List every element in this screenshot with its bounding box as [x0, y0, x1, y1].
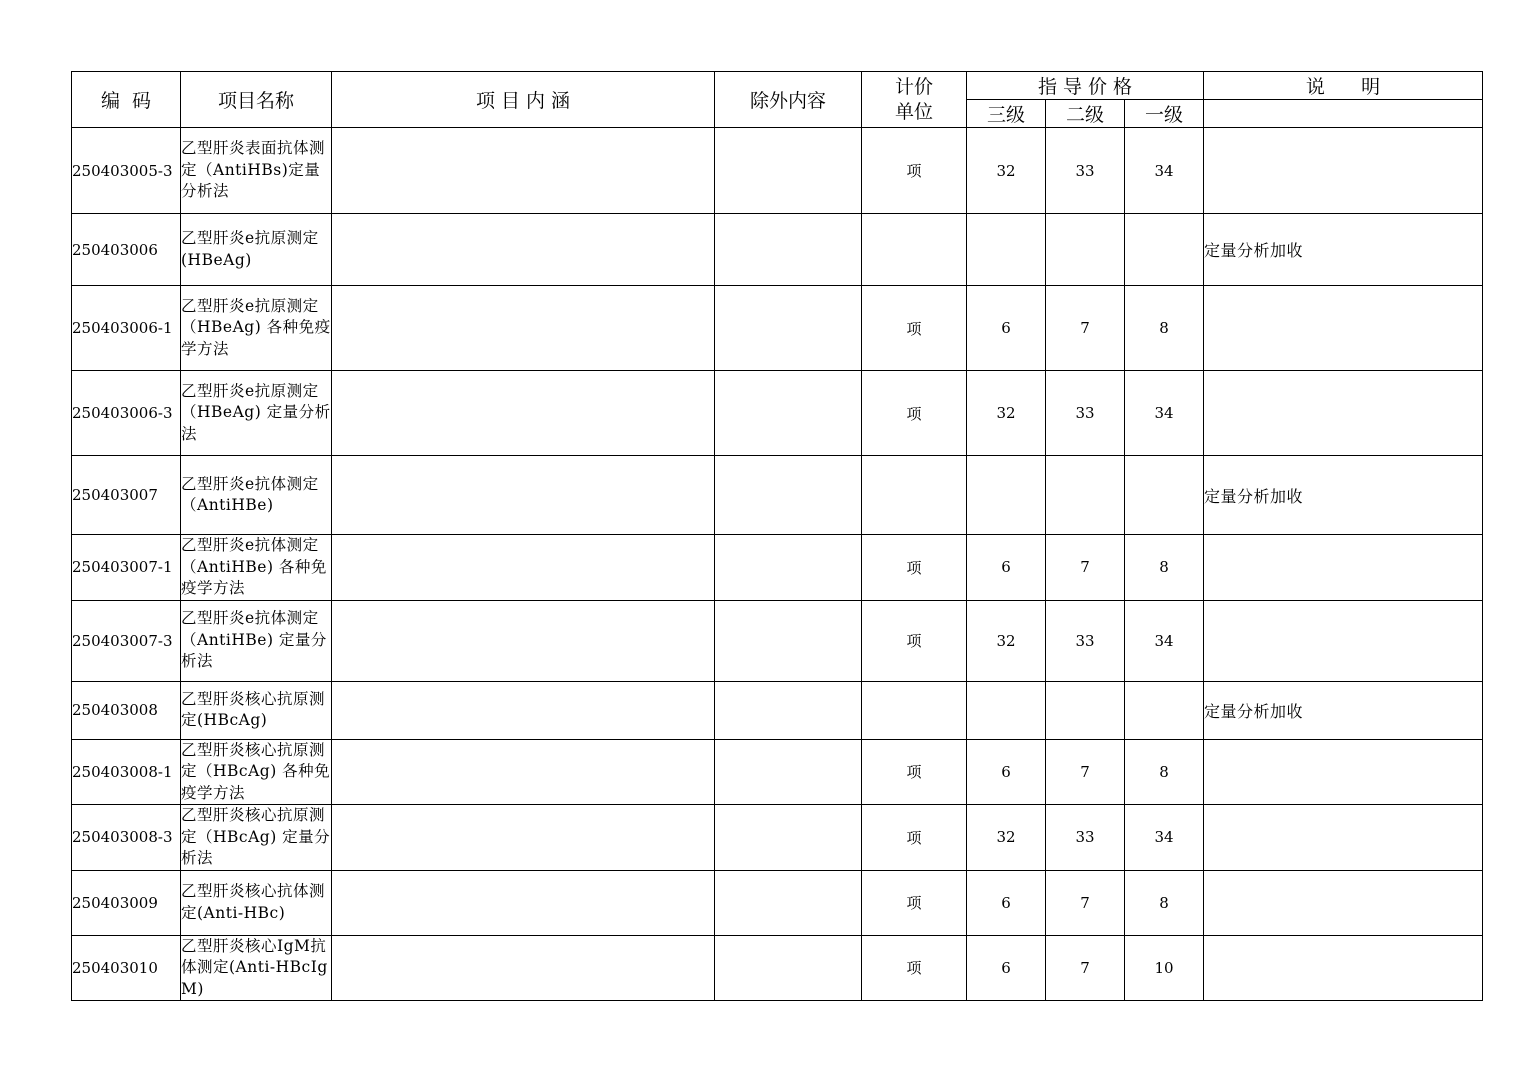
cell-name: 乙型肝炎e抗原测定（HBeAg) 定量分析法: [181, 371, 332, 456]
cell-unit: [862, 456, 967, 535]
cell-unit: [862, 214, 967, 286]
cell-name: 乙型肝炎核心IgM抗体测定(Anti-HBcIgM): [181, 935, 332, 1001]
cell-content: [332, 600, 715, 681]
cell-code: 250403008-3: [72, 805, 181, 871]
cell-price-level2: 7: [1046, 935, 1125, 1001]
cell-price-level3: 6: [967, 535, 1046, 601]
cell-content: [332, 214, 715, 286]
cell-excluded: [715, 371, 862, 456]
header-level3: 三级: [967, 100, 1046, 128]
cell-price-level3: 6: [967, 286, 1046, 371]
cell-price-level2: [1046, 214, 1125, 286]
cell-price-level1: 8: [1125, 739, 1204, 805]
cell-price-level1: 8: [1125, 535, 1204, 601]
cell-unit: 项: [862, 535, 967, 601]
table-row: [72, 935, 1483, 1001]
header-level1: 一级: [1125, 100, 1204, 128]
cell-code: 250403007-1: [72, 535, 181, 601]
cell-content: [332, 535, 715, 601]
cell-price-level1: 10: [1125, 935, 1204, 1001]
cell-code: 250403006-1: [72, 286, 181, 371]
cell-unit: 项: [862, 935, 967, 1001]
header-unit: [862, 72, 967, 128]
header-excluded: 除外内容: [715, 72, 862, 128]
cell-price-level3: 32: [967, 371, 1046, 456]
cell-note: [1204, 535, 1483, 601]
price-table: [71, 71, 1483, 1001]
cell-code: 250403006-3: [72, 371, 181, 456]
cell-price-level1: 8: [1125, 286, 1204, 371]
cell-price-level1: 34: [1125, 805, 1204, 871]
cell-code: 250403009: [72, 870, 181, 935]
table-row: [72, 214, 1483, 286]
cell-code: 250403006: [72, 214, 181, 286]
header-name: 项目名称: [181, 72, 332, 128]
header-price-group: 指 导 价 格: [967, 72, 1204, 100]
header-notes-blank: [1204, 100, 1483, 128]
header-unit-line1: 计价: [894, 75, 933, 98]
cell-content: [332, 739, 715, 805]
cell-note: [1204, 286, 1483, 371]
cell-price-level2: 7: [1046, 739, 1125, 805]
cell-excluded: [715, 935, 862, 1001]
cell-note: [1204, 935, 1483, 1001]
cell-price-level2: 7: [1046, 870, 1125, 935]
cell-price-level2: [1046, 681, 1125, 739]
cell-code: 250403005-3: [72, 128, 181, 214]
cell-unit: 项: [862, 870, 967, 935]
cell-price-level3: 6: [967, 739, 1046, 805]
cell-content: [332, 371, 715, 456]
table-row: [72, 535, 1483, 601]
cell-note: 定量分析加收: [1204, 214, 1483, 286]
cell-price-level2: 7: [1046, 535, 1125, 601]
cell-price-level3: [967, 456, 1046, 535]
cell-note: [1204, 371, 1483, 456]
table-row: [72, 600, 1483, 681]
table-row: [72, 371, 1483, 456]
cell-name: 乙型肝炎e抗原测定（HBeAg) 各种免疫学方法: [181, 286, 332, 371]
cell-name: 乙型肝炎e抗体测定（AntiHBe): [181, 456, 332, 535]
cell-note: [1204, 805, 1483, 871]
cell-name: 乙型肝炎核心抗原测定（HBcAg) 各种免疫学方法: [181, 739, 332, 805]
cell-excluded: [715, 535, 862, 601]
cell-note: [1204, 600, 1483, 681]
cell-unit: 项: [862, 739, 967, 805]
cell-excluded: [715, 214, 862, 286]
cell-price-level3: [967, 681, 1046, 739]
header-notes: 说 明: [1204, 72, 1483, 100]
cell-note: [1204, 739, 1483, 805]
cell-name: 乙型肝炎核心抗原测定(HBcAg): [181, 681, 332, 739]
cell-price-level2: 33: [1046, 371, 1125, 456]
cell-excluded: [715, 600, 862, 681]
cell-price-level2: 33: [1046, 805, 1125, 871]
cell-content: [332, 456, 715, 535]
cell-price-level1: [1125, 456, 1204, 535]
table-row: [72, 128, 1483, 214]
cell-price-level2: 33: [1046, 128, 1125, 214]
table-row: [72, 870, 1483, 935]
cell-excluded: [715, 739, 862, 805]
cell-price-level2: 7: [1046, 286, 1125, 371]
cell-price-level2: 33: [1046, 600, 1125, 681]
cell-excluded: [715, 128, 862, 214]
cell-content: [332, 935, 715, 1001]
cell-content: [332, 286, 715, 371]
cell-unit: [862, 681, 967, 739]
cell-unit: 项: [862, 371, 967, 456]
cell-price-level3: [967, 214, 1046, 286]
cell-name: 乙型肝炎表面抗体测定（AntiHBs)定量分析法: [181, 128, 332, 214]
cell-name: 乙型肝炎e抗体测定（AntiHBe) 各种免疫学方法: [181, 535, 332, 601]
header-level2: 二级: [1046, 100, 1125, 128]
cell-name: 乙型肝炎核心抗体测定(Anti-HBc): [181, 870, 332, 935]
header-unit-line2: 单位: [894, 100, 933, 123]
cell-code: 250403008-1: [72, 739, 181, 805]
cell-price-level1: [1125, 681, 1204, 739]
table-row: [72, 286, 1483, 371]
cell-price-level1: 34: [1125, 371, 1204, 456]
cell-name: 乙型肝炎e抗体测定（AntiHBe) 定量分析法: [181, 600, 332, 681]
cell-price-level2: [1046, 456, 1125, 535]
cell-price-level1: 34: [1125, 128, 1204, 214]
cell-excluded: [715, 681, 862, 739]
cell-code: 250403010: [72, 935, 181, 1001]
cell-name: 乙型肝炎核心抗原测定（HBcAg) 定量分析法: [181, 805, 332, 871]
cell-excluded: [715, 870, 862, 935]
cell-content: [332, 870, 715, 935]
cell-excluded: [715, 805, 862, 871]
cell-price-level1: 34: [1125, 600, 1204, 681]
cell-unit: 项: [862, 286, 967, 371]
cell-note: [1204, 870, 1483, 935]
cell-price-level3: 32: [967, 600, 1046, 681]
table-row: [72, 805, 1483, 871]
table-row: [72, 739, 1483, 805]
cell-price-level3: 32: [967, 805, 1046, 871]
header-content: 项 目 内 涵: [332, 72, 715, 128]
table-row: [72, 456, 1483, 535]
cell-content: [332, 681, 715, 739]
cell-code: 250403008: [72, 681, 181, 739]
cell-code: 250403007-3: [72, 600, 181, 681]
cell-name: 乙型肝炎e抗原测定(HBeAg): [181, 214, 332, 286]
table-row: [72, 681, 1483, 739]
cell-content: [332, 805, 715, 871]
cell-note: 定量分析加收: [1204, 681, 1483, 739]
cell-excluded: [715, 456, 862, 535]
cell-note: 定量分析加收: [1204, 456, 1483, 535]
header-code: 编 码: [72, 72, 181, 128]
cell-price-level3: 6: [967, 870, 1046, 935]
cell-note: [1204, 128, 1483, 214]
cell-unit: 项: [862, 128, 967, 214]
cell-price-level1: [1125, 214, 1204, 286]
cell-unit: 项: [862, 600, 967, 681]
cell-price-level3: 6: [967, 935, 1046, 1001]
cell-price-level3: 32: [967, 128, 1046, 214]
cell-excluded: [715, 286, 862, 371]
cell-code: 250403007: [72, 456, 181, 535]
cell-price-level1: 8: [1125, 870, 1204, 935]
cell-content: [332, 128, 715, 214]
cell-unit: 项: [862, 805, 967, 871]
